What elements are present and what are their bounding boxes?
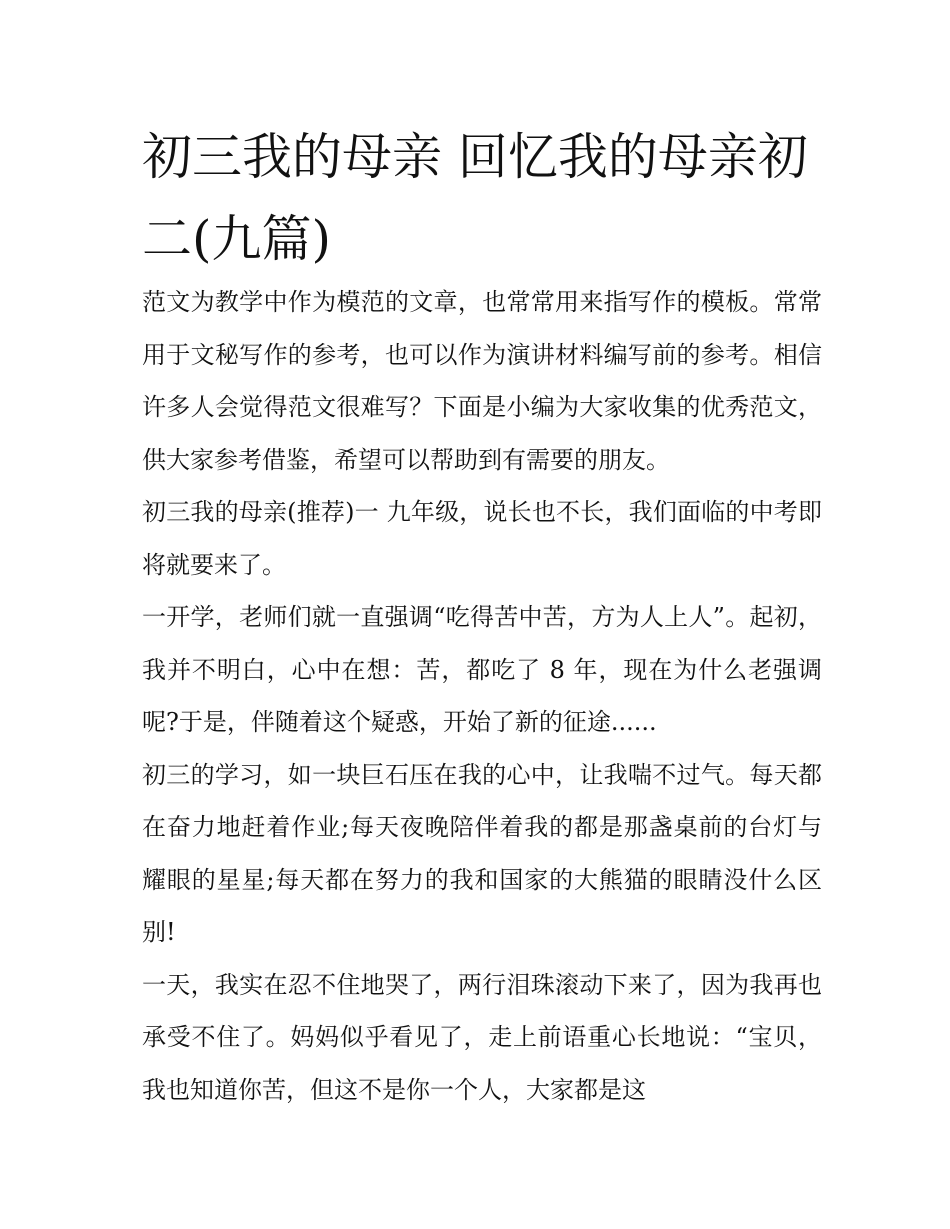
paragraph-intro: 范文为教学中作为模范的文章，也常常用来指写作的模板。常常用于文秘写作的参考，也可以作为演讲材料编写前的参考。相信许多人会觉得范文很难写？下面是小编为大家收集的优秀范文，供大家参考借鉴，希望可以帮助到有需要的朋友。 xyxy=(142,288,822,474)
paragraph-1: 初三我的母亲(推荐)一 九年级，说长也不长，我们面临的中考即将就要来了。 xyxy=(142,498,822,579)
document-title: 初三我的母亲 回忆我的母亲初二(九篇) xyxy=(142,128,808,268)
paragraph-4: 一天，我实在忍不住地哭了，两行泪珠滚动下来了，因为我再也承受不住了。妈妈似乎看见了，走上前语重心长地说：“宝贝，我也知道你苦，但这不是你一个人，大家都是这 xyxy=(142,970,822,1104)
paragraph-2: 一开学，老师们就一直强调“吃得苦中苦，方为人上人”。起初，我并不明白，心中在想：苦，都吃了 8 年，现在为什么老强调呢?于是，伴随着这个疑惑，开始了新的征途...... xyxy=(142,603,822,736)
paragraph-3: 初三的学习，如一块巨石压在我的心中，让我喘不过气。每天都在奋力地赶着作业;每天夜晚陪伴着我的都是那盏桌前的台灯与耀眼的星星;每天都在努力的我和国家的大熊猫的眼睛没什么区别! xyxy=(142,760,822,946)
document-body xyxy=(142,276,822,1116)
